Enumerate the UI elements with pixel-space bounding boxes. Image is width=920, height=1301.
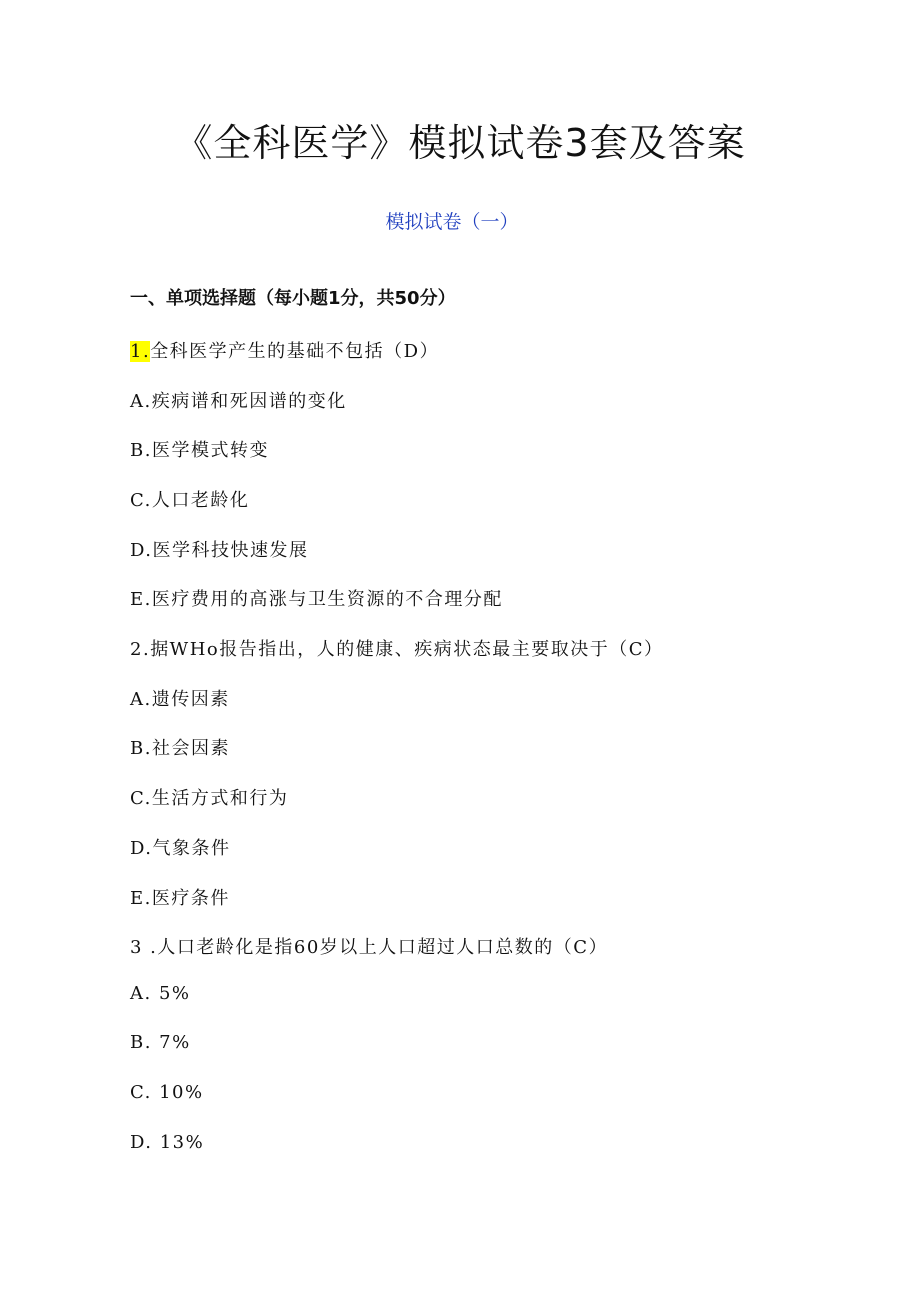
section-heading: 一、单项选择题（每小题1分，共50分） <box>130 288 456 309</box>
option-line: C. 10% <box>130 1082 204 1103</box>
question-3 <box>130 933 608 959</box>
option-line: C.生活方式和行为 <box>130 788 289 809</box>
option-line: E.医疗费用的高涨与卫生资源的不合理分配 <box>130 589 503 610</box>
question-1 <box>130 337 439 363</box>
option-line: D.医学科技快速发展 <box>130 540 309 561</box>
page-title: 《全科医学》模拟试卷3套及答案 <box>174 121 746 165</box>
option-line: A. 5% <box>130 983 191 1004</box>
option-line: C.人口老龄化 <box>130 490 250 511</box>
question-number: 2. <box>130 639 151 660</box>
option-line: A.遗传因素 <box>130 689 230 710</box>
option-line: B. 7% <box>130 1032 191 1053</box>
option-line: E.医疗条件 <box>130 888 230 909</box>
exam-subtitle: 模拟试卷（一） <box>385 211 519 233</box>
option-line: D. 13% <box>130 1132 205 1153</box>
option-line: B.社会因素 <box>130 738 230 759</box>
question-number-highlighted: 1. <box>130 341 151 362</box>
option-line: A.疾病谱和死因谱的变化 <box>130 391 347 412</box>
option-line: B.医学模式转变 <box>130 440 269 461</box>
question-stem: 据WHo报告指出，人的健康、疾病状态最主要取决于（C） <box>150 639 664 660</box>
question-stem: .人口老龄化是指60岁以上人口超过人口总数的（C） <box>142 937 609 958</box>
question-2 <box>130 635 664 661</box>
question-stem: 全科医学产生的基础不包括（D） <box>150 341 440 362</box>
question-number: 3 <box>130 937 143 958</box>
option-line: D.气象条件 <box>130 838 231 859</box>
